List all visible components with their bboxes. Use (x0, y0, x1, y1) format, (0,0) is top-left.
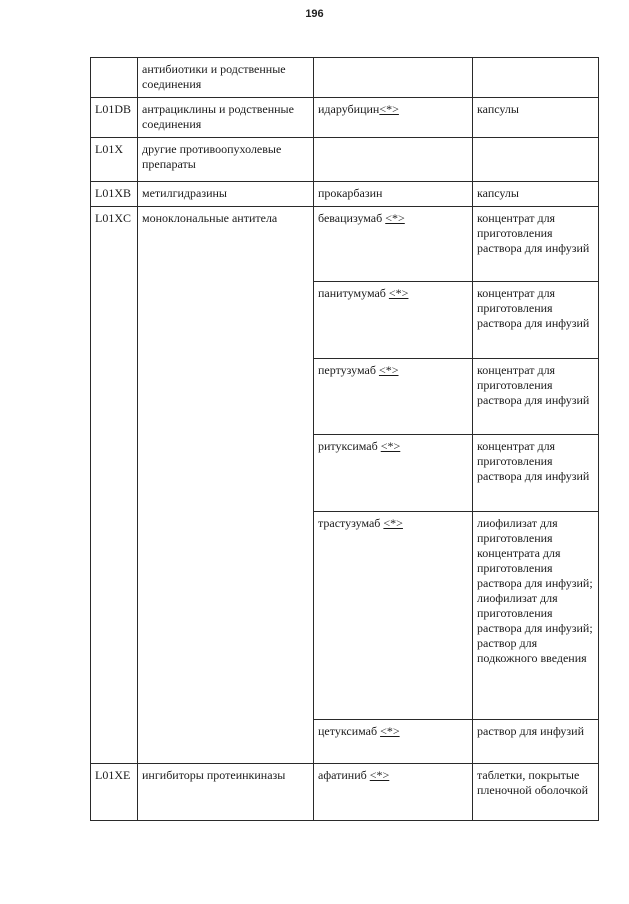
group-name-cell: метилгидразины (138, 182, 314, 207)
drug-name: идарубицин (318, 102, 380, 116)
dosage-form-cell: концентрат для приготовления раствора для инфузий (473, 207, 599, 282)
dosage-form-cell (473, 58, 599, 98)
drug-name: афатиниб (318, 768, 370, 782)
drug-name-cell (314, 764, 473, 821)
drug-name: панитумумаб (318, 286, 389, 300)
drug-name-cell (314, 512, 473, 720)
group-name-cell: антрациклины и родственные соединения (138, 98, 314, 138)
dosage-form-cell: концентрат для приготовления раствора для инфузий (473, 435, 599, 512)
footnote-mark: <*> (380, 439, 401, 453)
dosage-form-cell: таблетки, покрытые пленочной оболочкой (473, 764, 599, 821)
footnote-mark: <*> (379, 102, 399, 116)
atc-code-cell: L01X (91, 138, 138, 182)
atc-code-cell: L01XB (91, 182, 138, 207)
group-name-cell: моноклональные антитела (138, 207, 314, 764)
drug-name-cell (314, 58, 473, 98)
table-row (91, 58, 599, 98)
drug-name-cell (314, 359, 473, 435)
table-row (91, 764, 599, 821)
group-name-cell: антибиотики и родственные соединения (138, 58, 314, 98)
drug-name: прокарбазин (318, 186, 383, 200)
table-row (91, 138, 599, 182)
dosage-form-cell: концентрат для приготовления раствора для инфузий (473, 282, 599, 359)
dosage-form-cell: капсулы (473, 182, 599, 207)
drug-name-cell (314, 720, 473, 764)
drug-name: бевацизумаб (318, 211, 386, 225)
footnote-mark: <*> (383, 516, 403, 530)
drug-name: цетуксимаб (318, 724, 381, 738)
drug-name-cell (314, 98, 473, 138)
atc-code-cell (91, 58, 138, 98)
drug-name: трастузумаб (318, 516, 384, 530)
footnote-mark: <*> (380, 724, 400, 738)
page-number: 196 (305, 8, 324, 20)
group-name-cell: другие противоопухолевые препараты (138, 138, 314, 182)
footnote-mark: <*> (378, 363, 399, 377)
atc-code-cell: L01XE (91, 764, 138, 821)
drug-name-cell (314, 138, 473, 182)
drug-name-cell (314, 435, 473, 512)
dosage-form-cell: лиофилизат для приготовления концентрата для приготовления раствора для инфузий; лиофилизат для приготовления раствора для инфузий; раствор для подкожного введения (473, 512, 599, 720)
table-row (91, 182, 599, 207)
dosage-form-cell: концентрат для приготовления раствора для инфузий (473, 359, 599, 435)
footnote-mark: <*> (385, 211, 405, 225)
table-row (91, 207, 599, 282)
drug-table (90, 57, 599, 821)
atc-code-cell: L01DB (91, 98, 138, 138)
footnote-mark: <*> (388, 286, 409, 300)
atc-code-cell: L01XC (91, 207, 138, 764)
drug-name-cell (314, 207, 473, 282)
footnote-mark: <*> (369, 768, 390, 782)
drug-name-cell (314, 282, 473, 359)
dosage-form-cell (473, 138, 599, 182)
drug-name-cell (314, 182, 473, 207)
table-row (91, 98, 599, 138)
dosage-form-cell: капсулы (473, 98, 599, 138)
dosage-form-cell: раствор для инфузий (473, 720, 599, 764)
drug-name: пертузумаб (318, 363, 379, 377)
drug-name: ритуксимаб (318, 439, 381, 453)
group-name-cell: ингибиторы протеинкиназы (138, 764, 314, 821)
